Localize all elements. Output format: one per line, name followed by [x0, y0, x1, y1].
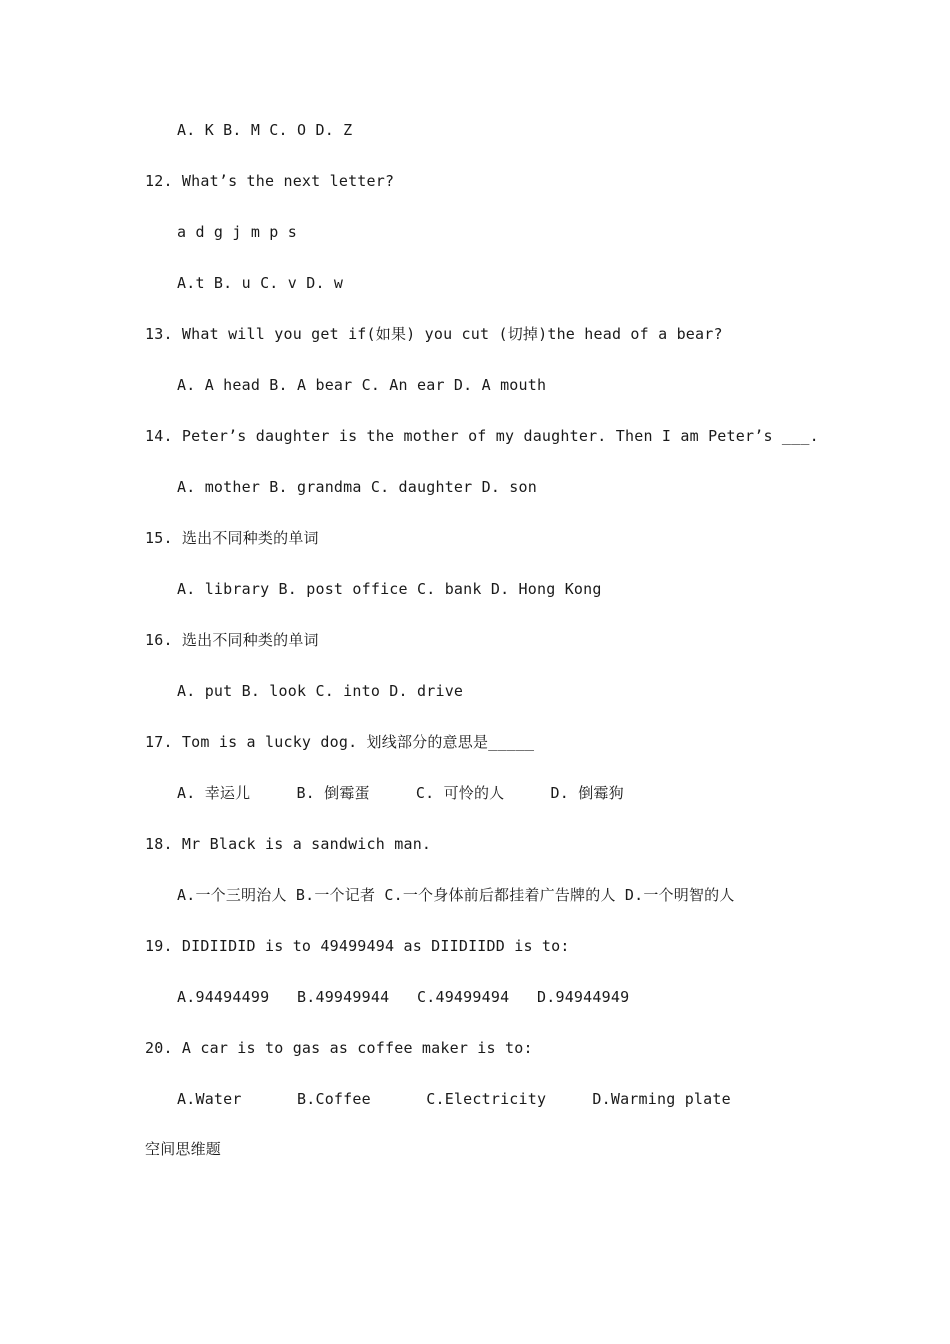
q12-sequence: a d g j m p s: [177, 223, 297, 241]
q16-options: A. put B. look C. into D. drive: [177, 682, 464, 700]
q17-question: 17. Tom is a lucky dog. 划线部分的意思是_____: [145, 733, 535, 751]
q14-options: A. mother B. grandma C. daughter D. son: [177, 478, 537, 496]
q14-question: 14. Peter’s daughter is the mother of my daughter. Then I am Peter’s ___.: [145, 427, 819, 445]
section-heading: 空间思维题: [145, 1140, 222, 1158]
q19-question: 19. DIDIIDID is to 49499494 as DIIDIIDD is to:: [145, 937, 570, 955]
q18-question: 18. Mr Black is a sandwich man.: [145, 835, 432, 853]
q17-options: A. 幸运儿 B. 倒霉蛋 C. 可怜的人 D. 倒霉狗: [177, 784, 624, 802]
q15-question: 15. 选出不同种类的单词: [145, 529, 319, 547]
q16-question: 16. 选出不同种类的单词: [145, 631, 319, 649]
q12-options: A.t B. u C. v D. w: [177, 274, 344, 292]
q13-question: 13. What will you get if(如果) you cut (切掉)the head of a bear?: [145, 325, 723, 343]
q13-options: A. A head B. A bear C. An ear D. A mouth: [177, 376, 547, 394]
q18-options: A.一个三明治人 B.一个记者 C.一个身体前后都挂着广告牌的人 D.一个明智的人: [177, 886, 735, 904]
q15-options: A. library B. post office C. bank D. Hong Kong: [177, 580, 602, 598]
q11-options: A. K B. M C. O D. Z: [177, 121, 353, 139]
q19-options: A.94494499 B.49949944 C.49499494 D.94944949: [177, 988, 630, 1006]
q20-options: A.Water B.Coffee C.Electricity D.Warming plate: [177, 1090, 731, 1108]
q12-question: 12. What’s the next letter?: [145, 172, 395, 190]
q20-question: 20. A car is to gas as coffee maker is to:: [145, 1039, 533, 1057]
